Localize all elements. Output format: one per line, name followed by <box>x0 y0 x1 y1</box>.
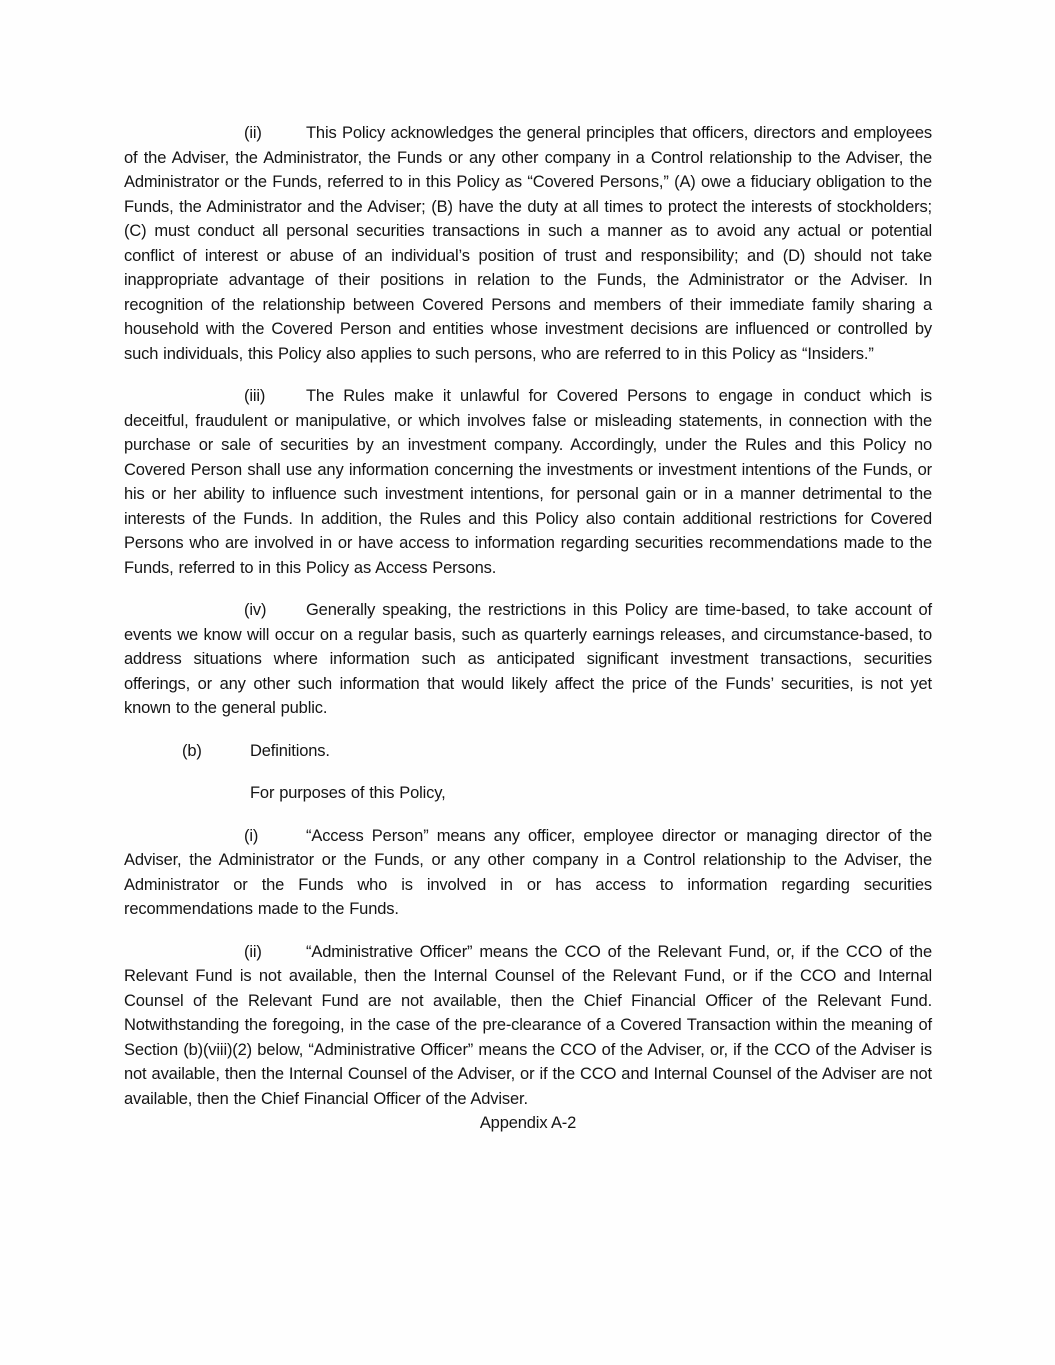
paragraph-label: (ii) <box>244 942 262 961</box>
paragraph-for-purposes-intro <box>124 781 932 806</box>
paragraph-ii-administrative-officer-definition <box>124 940 932 1112</box>
page-footer-appendix-label: Appendix A-2 <box>479 1114 577 1132</box>
paragraph-ii-policy-principles <box>124 121 932 366</box>
paragraph-label: (i) <box>244 826 259 845</box>
paragraph-iii-rules-unlawful <box>124 384 932 580</box>
paragraph-text: “Access Person” means any officer, employee director or managing director of the Adviser, the Administrator or the Funds, or any other company in a Control relationship to the Adviser, the Administrator or the Funds who is involved in or has access to information regarding securities recommendations made to the Funds. <box>124 826 932 918</box>
heading-text: Definitions. <box>250 741 330 760</box>
paragraph-text: For purposes of this Policy, <box>250 784 446 802</box>
paragraph-text: Generally speaking, the restrictions in this Policy are time-based, to take account of events we know will occur on a regular basis, such as quarterly earnings releases, and circumstance-based, to address situations where information such as anticipated significant investment transactions, securities offerings, or any other such information that would likely affect the price of the Funds’ securities, is not yet known to the general public. <box>124 601 932 717</box>
paragraph-text: The Rules make it unlawful for Covered Persons to engage in conduct which is deceitful, fraudulent or manipulative, or which involves false or misleading statements, in connection with the purchase or sale of securities by an investment company. Accordingly, under the Rules and this Policy no Covered Person shall use any information concerning the investments or investment intentions of the Funds, or his or her ability to influence such investment intentions, for personal gain or in a manner detrimental to the interests of the Funds. In addition, the Rules and this Policy also contain additional restrictions for Covered Persons who are involved in or have access to information regarding securities recommendations made to the Funds, referred to in this Policy as Access Persons. <box>124 387 932 577</box>
paragraph-label: (iv) <box>244 601 267 619</box>
paragraph-i-access-person-definition <box>124 824 932 922</box>
heading-label: (b) <box>182 741 202 760</box>
paragraph-text: “Administrative Officer” means the CCO of the Relevant Fund, or, if the CCO of the Relevant Fund is not available, then the Internal Counsel of the Relevant Fund, or if the CCO and Internal Counsel of the Relevant Fund are not available, then the Chief Financial Officer of the Relevant Fund. Notwithstanding the foregoing, in the case of the pre-clearance of a Covered Transaction within the meaning of Section (b)(viii)(2) below, “Administrative Officer” means the CCO of the Adviser, or, if the CCO of the Adviser is not available, then the Internal Counsel of the Adviser, or if the CCO and Internal Counsel of the Adviser are not available, then the Chief Financial Officer of the Adviser. <box>124 942 932 1108</box>
paragraph-iv-restrictions <box>124 598 932 721</box>
paragraph-label: (ii) <box>244 124 262 142</box>
paragraph-text: This Policy acknowledges the general principles that officers, directors and employees of the Adviser, the Administrator, the Funds or any other company in a Control relationship to the Adviser, the Administrator or the Funds, referred to in this Policy as “Covered Persons,” (A) owe a fiduciary obligation to the Funds, the Administrator and the Adviser; (B) have the duty at all times to protect the interests of stockholders; (C) must conduct all personal securities transactions in such a manner as to avoid any actual or potential conflict of interest or abuse of an individual’s position of trust and responsibility; and (D) should not take inappropriate advantage of their positions in relation to the Funds, the Administrator or the Adviser. In recognition of the relationship between Covered Persons and members of their immediate family sharing a household with the Covered Person and entities whose investment decisions are influenced or controlled by such individuals, this Policy also applies to such persons, who are referred to in this Policy as “Insiders.” <box>124 124 932 363</box>
heading-b-definitions <box>124 739 932 764</box>
document-body <box>124 121 932 1136</box>
paragraph-label: (iii) <box>244 387 266 405</box>
